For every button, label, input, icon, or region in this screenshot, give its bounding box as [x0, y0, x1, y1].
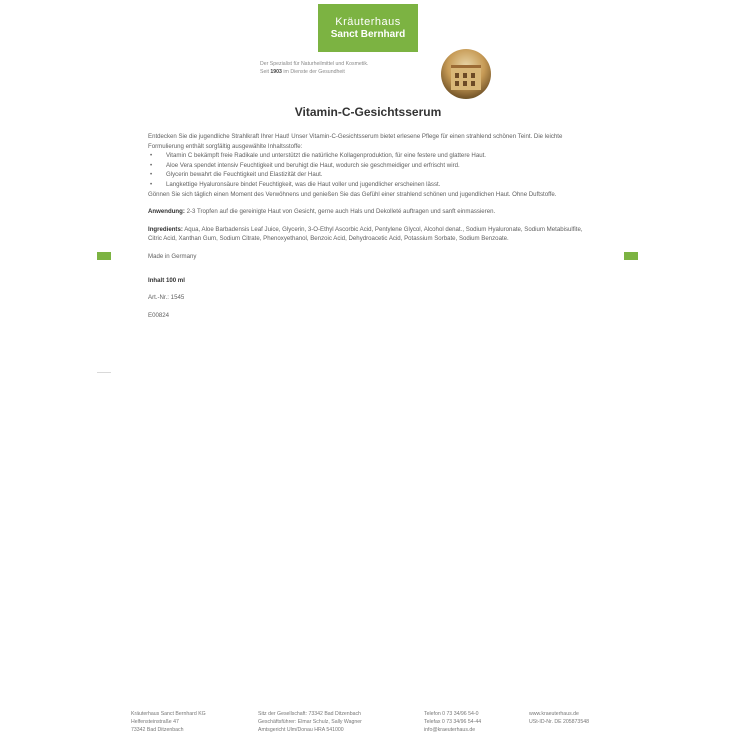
- ingredients-label: Ingredients:: [148, 225, 183, 233]
- footer-email[interactable]: info@kraeuterhaus.de: [424, 727, 476, 733]
- logo-line-2: Sanct Bernhard: [330, 28, 406, 40]
- ingredients-paragraph: [148, 225, 593, 244]
- footer-line: Telefon 0 73 34/96 54-0: [424, 711, 479, 717]
- tagline-year: 1903: [270, 69, 282, 75]
- tagline-suffix: im Dienste der Gesundheit: [283, 69, 345, 75]
- usage-paragraph: [148, 207, 593, 217]
- document-code: E00824: [148, 311, 170, 319]
- footer-website-link[interactable]: www.kraeuterhaus.de: [529, 711, 579, 717]
- benefit-item: • Glycerin bewahrt die Feuchtigkeit und Elastizität der Haut.: [148, 170, 593, 180]
- footer-line: Helfensteinstraße 47: [131, 719, 179, 725]
- footer-line: Telefax 0 73 34/96 54-44: [424, 719, 482, 725]
- footer-line: Geschäftsführer: Elmar Schulz, Sally Wagner: [258, 719, 362, 725]
- content-volume-label: Inhalt 100 ml: [148, 276, 185, 284]
- left-margin-marker: [97, 252, 111, 260]
- intro-paragraph: Entdecken Sie die jugendliche Strahlkraft Ihrer Haut! Unser Vitamin-C-Gesichtsserum bietet erlesene Pflege für einen strahlend schönen Teint. Die leichte Formulierung enthält sorgfältig ausgewählte Inhaltsstoffe:: [148, 133, 563, 150]
- footer-company: [131, 710, 206, 734]
- ingredients-text: Aqua, Aloe Barbadensis Leaf Juice, Glycerin, 3-O-Ethyl Ascorbic Acid, Pentylene Glycol, Alcohol denat., Sodium Hyaluronate, Sodium Metabisulfite, Citric Acid, Xanthan Gum, Sodium Citrate, Phenoxyethanol, Benzoic Acid, Dehydroacetic Acid, Potassium Sorbate, Sodium Benzoate.: [148, 225, 583, 243]
- tagline-line-2: [260, 68, 435, 76]
- logo-line-1: Kräuterhaus: [335, 15, 401, 28]
- brand-logo: [318, 4, 418, 52]
- fold-mark: [97, 372, 111, 373]
- made-in: Made in Germany: [148, 252, 197, 260]
- right-margin-marker: [624, 252, 638, 260]
- tagline-prefix: Seit: [260, 69, 269, 75]
- tagline-line-1: Der Spezialist für Naturheilmittel und Kosmetik.: [260, 61, 369, 67]
- benefit-item: • Langkettige Hyaluronsäure bindet Feuchtigkeit, was die Haut voller und jugendlicher erscheinen lässt.: [148, 180, 593, 190]
- footer-legal: [258, 710, 362, 734]
- footer-contact: [424, 710, 481, 734]
- footer-web: [529, 710, 589, 726]
- benefit-item: • Aloe Vera spendet intensiv Feuchtigkeit und beruhigt die Haut, wodurch sie geschmeidiger und erfrischt wird.: [148, 161, 593, 171]
- footer-line: Sitz der Gesellschaft: 73342 Bad Ditzenbach: [258, 711, 361, 717]
- building-photo-badge: [441, 49, 491, 99]
- benefit-item: • Vitamin C bekämpft freie Radikale und unterstützt die natürliche Kollagenproduktion, für eine festere und glattere Haut.: [148, 151, 593, 161]
- closing-paragraph: Gönnen Sie sich täglich einen Moment des Verwöhnens und genießen Sie das Gefühl einer strahlend schönen und jugendlichen Haut. Ohne Duftstoffe.: [148, 190, 557, 198]
- footer-line: 73342 Bad Ditzenbach: [131, 727, 184, 733]
- building-image: [451, 65, 481, 90]
- document-title: Vitamin-C-Gesichtsserum: [294, 105, 442, 119]
- usage-label: Anwendung:: [148, 208, 185, 216]
- benefit-list: [148, 151, 593, 189]
- article-number: Art.-Nr.: 1545: [148, 294, 185, 302]
- usage-text: 2-3 Tropfen auf die gereinigte Haut von Gesicht, gerne auch Hals und Dekolleté auftragen und sanft einmassieren.: [184, 208, 496, 216]
- document-body: [148, 132, 593, 320]
- footer-line: Amtsgericht Ulm/Donau HRA 541000: [258, 727, 344, 733]
- footer-line: USt-ID-Nr. DE 205873548: [529, 719, 589, 725]
- footer-line: Kräuterhaus Sanct Bernhard KG: [131, 711, 206, 717]
- content-volume: [148, 276, 593, 286]
- tagline: [260, 60, 435, 76]
